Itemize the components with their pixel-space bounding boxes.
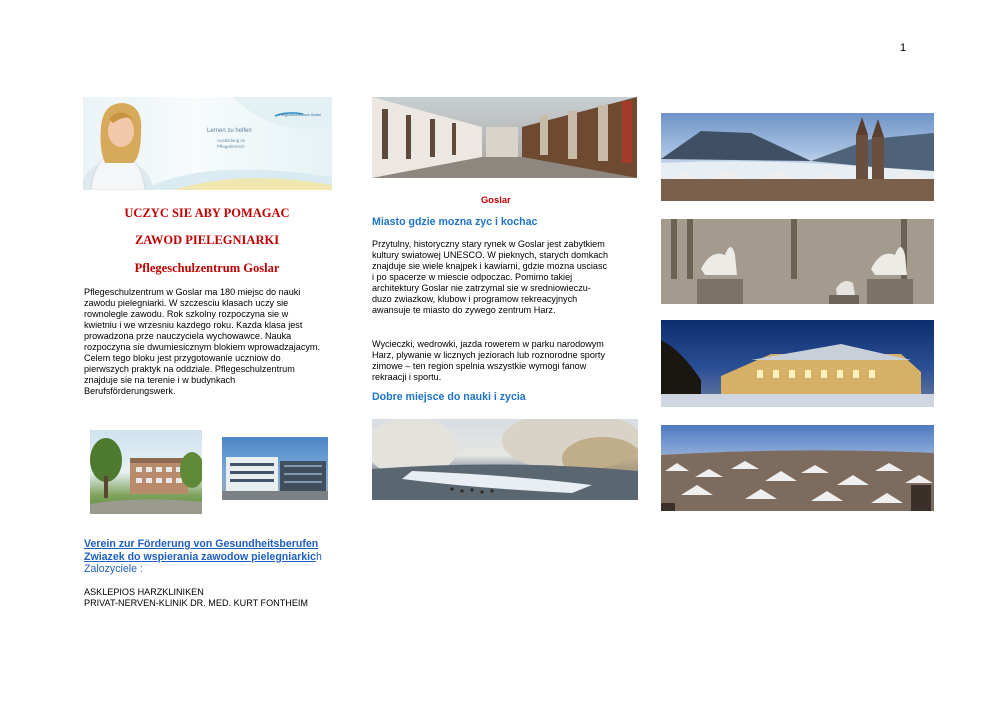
- text-line: Berufsförderungswerk.: [84, 386, 176, 396]
- text-line: i po spacerze w miescie odpoczac. Pomimo takiej: [372, 272, 573, 282]
- nursing-banner-image: [83, 97, 332, 190]
- text-line: znajduje sie wiele knajpek i kawiarni, gdzie mozna usciasc: [372, 261, 608, 271]
- text-line: rozpoczyna sie dwumiesicznym blokiem wprowadzajacym.: [84, 342, 321, 352]
- text-line: rekraacji i sportu.: [372, 372, 442, 382]
- banner-sub: Ausbildung im Pflegebereich: [217, 138, 246, 149]
- title-school: Pflegeschulzentrum Goslar: [134, 261, 280, 275]
- founder-item: PRIVAT-NERVEN-KLINIK DR. MED. KURT FONTHEIM: [84, 598, 309, 608]
- kaiserpfalz-night-photo: [661, 320, 934, 407]
- verein-block: [84, 538, 384, 576]
- brand-logo-text: Pflegeschulzentrum Goslar: [279, 113, 322, 117]
- statues-kaiserpfalz-photo: [661, 219, 934, 304]
- school-building-photo: [90, 430, 202, 514]
- old-town-street-photo: [372, 97, 637, 178]
- heading-miasto: Miasto gdzie mozna zyc i kochac: [372, 216, 538, 228]
- text-line: Wycieczki, wedrowki, jazda rowerem w parku narodowym: [372, 339, 604, 349]
- text-line: rownolegle zawodu. Rok szkolny rozpoczyna sie w: [84, 309, 289, 319]
- text-line: awansuje te miasto do zywego zentrum Harz.: [372, 305, 556, 315]
- zwiazek-tail: h: [315, 550, 322, 563]
- founders-label: Zalozyciele :: [84, 563, 143, 575]
- founders-list: [84, 587, 308, 609]
- goslar-caption: Goslar: [481, 194, 511, 205]
- text-line: Pflegeschulzentrum w Goslar ma 180 miejsc do nauki: [84, 287, 301, 297]
- goslar-panorama-winter-photo: [661, 425, 934, 511]
- verein-link[interactable]: Verein zur Förderung von Gesundheitsberufen: [84, 538, 319, 550]
- text-line: pierwszych praktyk na oddziale. Pflegeschulzentrum: [84, 364, 295, 374]
- winter-pond-photo: [372, 419, 638, 500]
- brand-logo: [273, 105, 325, 112]
- goslar-paragraph-1: [372, 239, 630, 316]
- text-line: zawodu pielegniarki. W szczesciu klasach uczy sie: [84, 298, 289, 308]
- text-line: znajduje sie na terenie i w budynkach: [84, 375, 236, 385]
- page-number: 1: [900, 42, 907, 54]
- banner-headline: Lernen zu helfen: [207, 128, 252, 134]
- zwiazek-link[interactable]: Zwiazek do wspierania zawodow pielegniarkic: [84, 550, 316, 563]
- goslar-paragraph-2: [372, 339, 630, 383]
- text-line: Celem tego bloku jest przygotowanie uczniow do: [84, 353, 281, 363]
- text-line: zimowe – ten region spelnia wszystkie wymogi fanow: [372, 361, 587, 371]
- text-line: kultury swiatowej UNESCO. W pieknych, starych domkach: [372, 250, 609, 260]
- text-line: Przytulny, historyczny stary rynek w Goslar jest zabytkiem: [372, 239, 605, 249]
- title-uczyc: UCZYC SIE ABY POMAGAC: [124, 206, 290, 220]
- text-line: Harz, plywanie w licznych jeziorach lub roznorodne sporty: [372, 350, 606, 360]
- title-zawod: ZAWOD PIELEGNIARKI: [134, 233, 280, 247]
- text-line: kwietniu i we wrzesniu kazdego roku. Kazda klasa jest: [84, 320, 303, 330]
- text-line: architektury Goslar nie zatrzymal sie w sredniowieczu-: [372, 283, 591, 293]
- founder-item: ASKLEPIOS HARZKLINIKEN: [84, 587, 204, 597]
- text-line: prowadzona prze nauczyciela wychowawce. Nauka: [84, 331, 292, 341]
- text-line: duzo zwiazkow, klubow i programow rekreacyjnych: [372, 294, 578, 304]
- heading-dobre-miejsce: Dobre miejsce do nauki i zycia: [372, 391, 526, 403]
- goslar-church-mountains-photo: [661, 113, 934, 201]
- berufsfoerderungswerk-photo: [222, 437, 328, 500]
- school-description: [84, 287, 342, 397]
